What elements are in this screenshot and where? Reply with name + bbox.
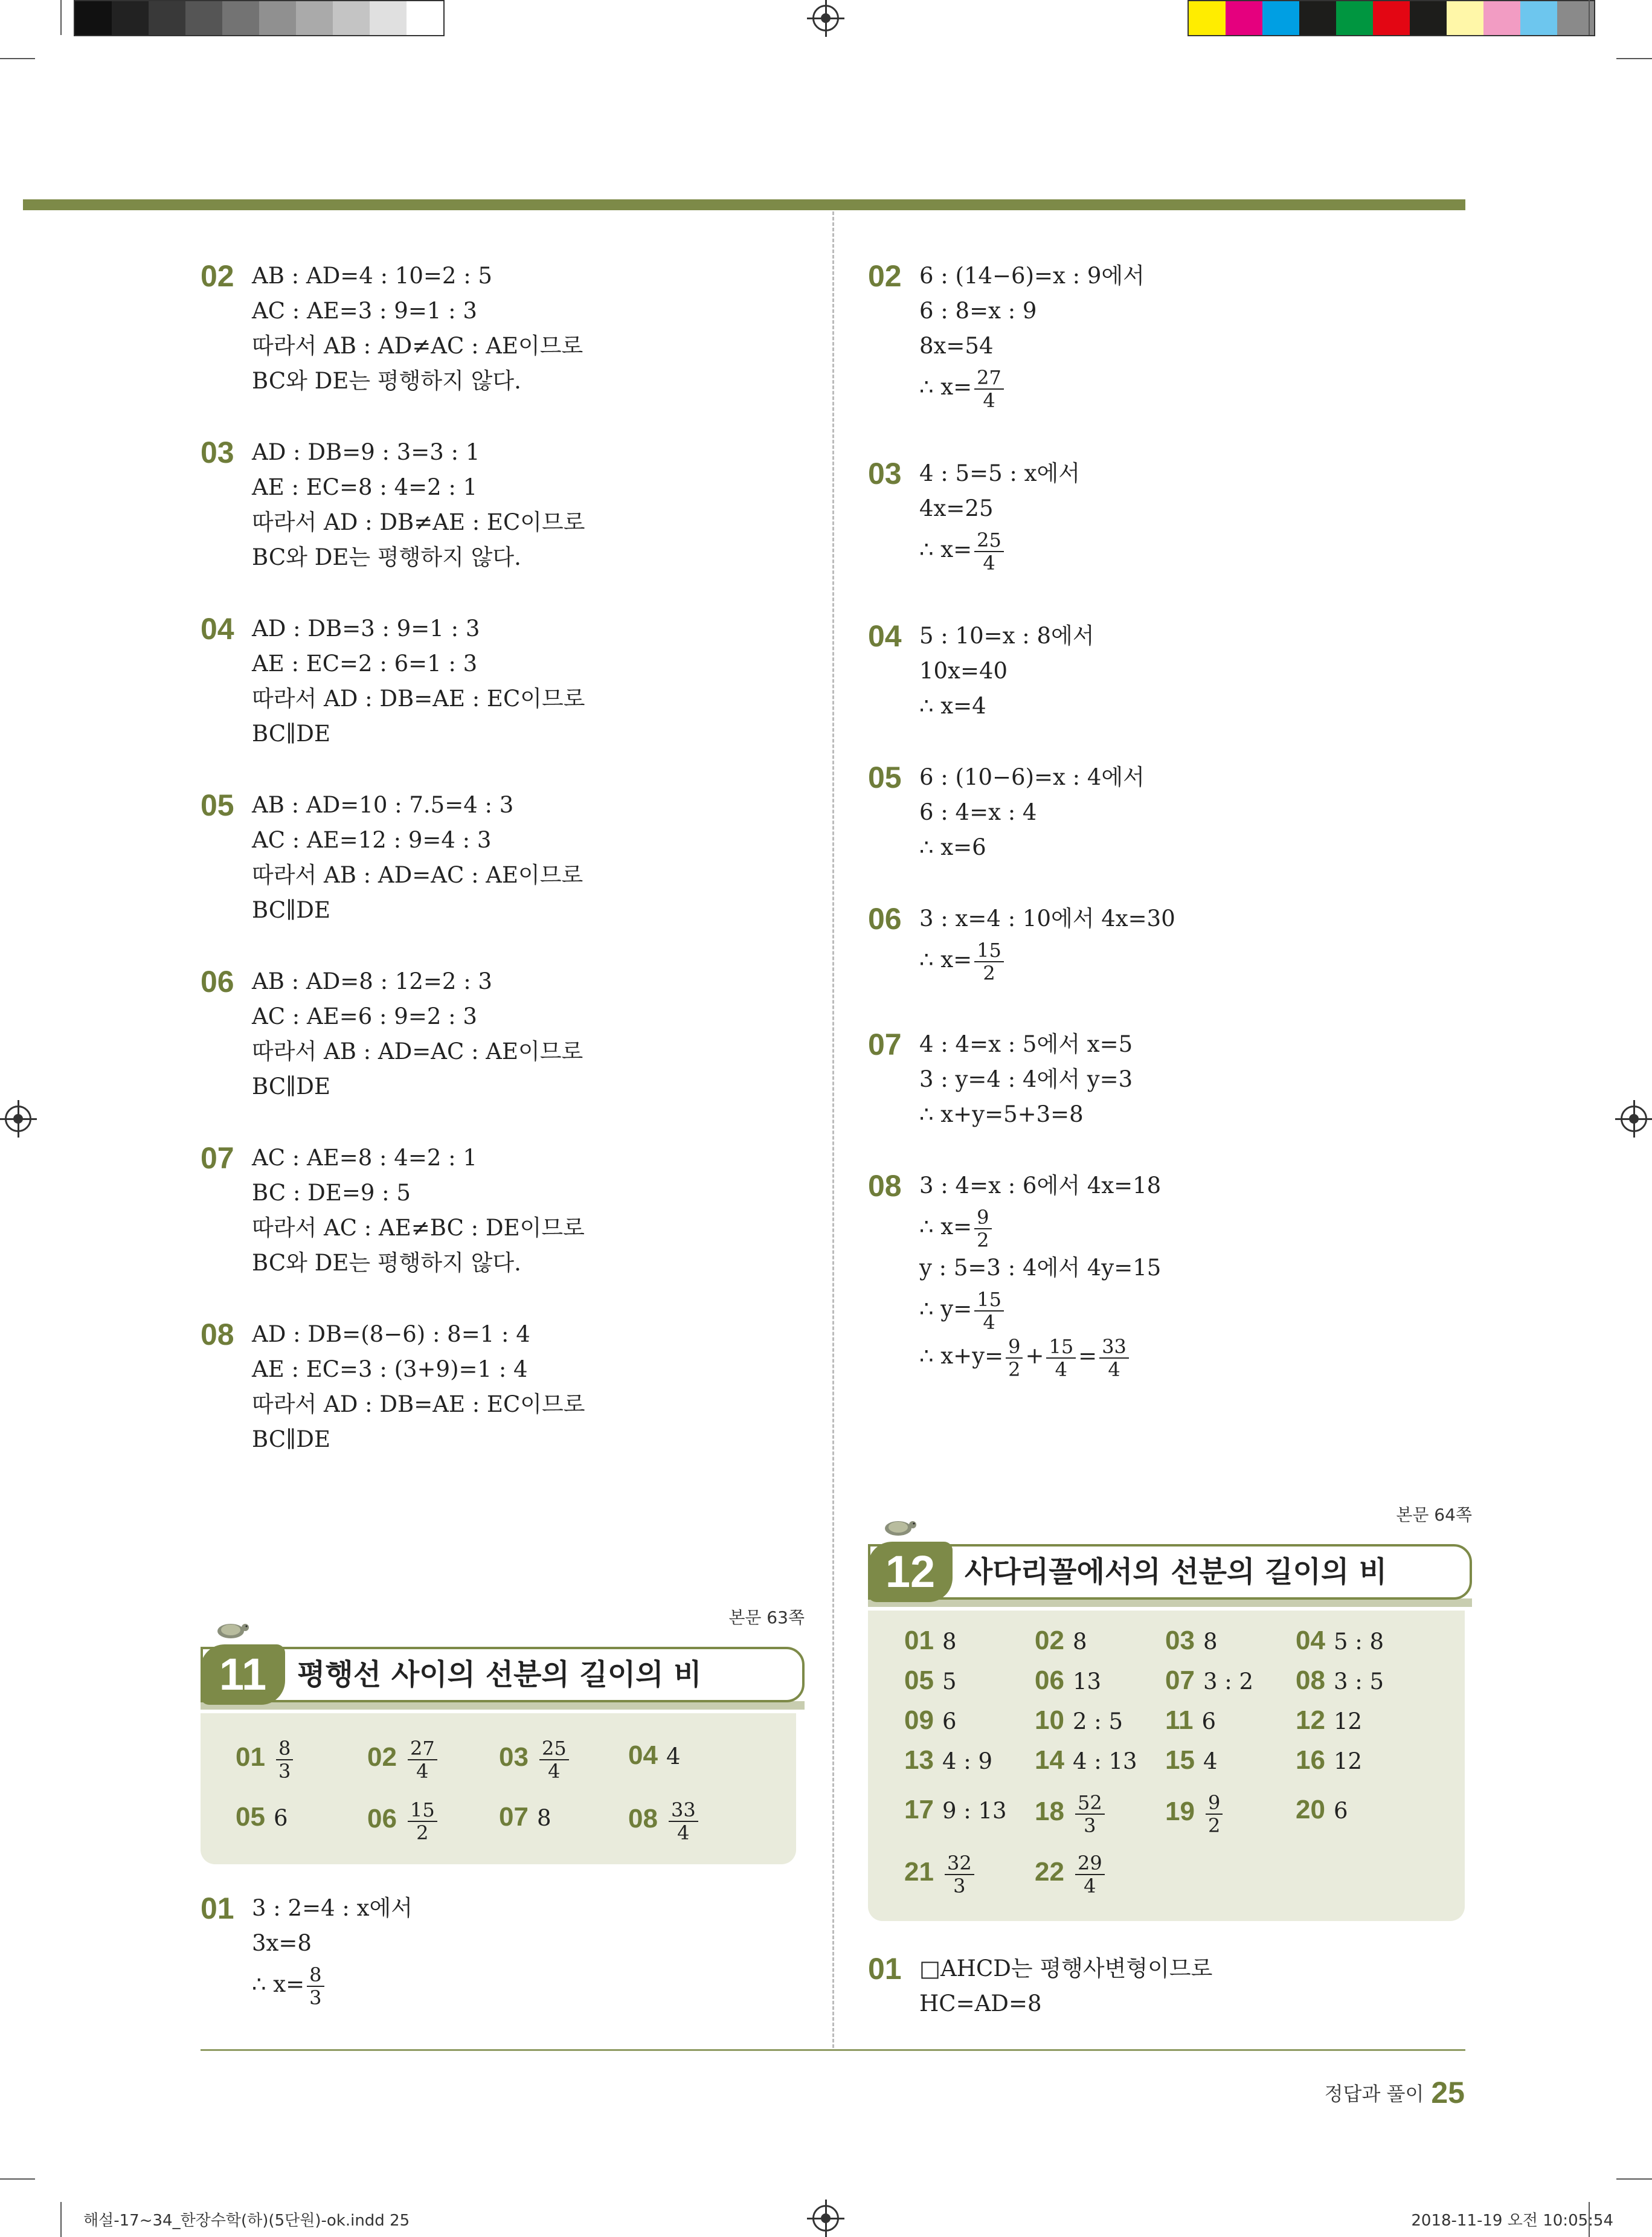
answer-item <box>1035 1702 1123 1740</box>
answer-value: 8 <box>536 1805 551 1831</box>
solution-line: BC와 DE는 평행하지 않다. <box>252 1250 521 1276</box>
answer-item <box>236 1799 288 1836</box>
solution-line: AC : AE=8 : 4=2 : 1 <box>252 1145 477 1171</box>
solution-line: AB : AD=10 : 7.5=4 : 3 <box>252 792 514 818</box>
problem-number: 08 <box>868 1169 902 1203</box>
section-number: 11 <box>201 1644 285 1705</box>
answer-number: 06 <box>1035 1666 1064 1695</box>
answer-number: 07 <box>499 1802 529 1832</box>
solution-line: AC : AE=3 : 9=1 : 3 <box>252 298 477 324</box>
solution-line: BC∥DE <box>252 1073 330 1099</box>
answer-value: 5 : 8 <box>1333 1629 1384 1655</box>
registration-mark-top <box>812 5 839 31</box>
answer-value: 4 : 13 <box>1072 1748 1137 1774</box>
answer-item <box>1035 1662 1101 1700</box>
answer-value: 6 <box>1333 1798 1348 1824</box>
problem-number: 01 <box>201 1891 234 1925</box>
answer-value: 3 : 2 <box>1203 1669 1254 1695</box>
header-shadow <box>868 1598 1472 1607</box>
answer-item <box>1035 1792 1107 1836</box>
answer-value: 9 : 13 <box>942 1798 1007 1824</box>
solution-line: ∴ x= $\frac{9}{2}$ <box>919 1203 1161 1250</box>
solution-line: ∴ x+y= $\frac{9}{2}$ + $\frac{15}{4}$ = $\frac{33}{4}$ <box>919 1333 1161 1380</box>
grayscale-bar <box>74 0 445 36</box>
answer-number: 16 <box>1296 1745 1325 1775</box>
answer-item <box>904 1852 977 1897</box>
solution-line: 3 : 4=x : 6에서 4x=18 <box>919 1173 1162 1199</box>
problem-number: 05 <box>868 761 902 794</box>
problem-number: 02 <box>201 259 234 293</box>
solution-line: 따라서 AD : DB=AE : EC이므로 <box>252 1391 585 1417</box>
answer-item <box>904 1792 1007 1829</box>
solution-line: AD : DB=9 : 3=3 : 1 <box>252 439 480 465</box>
crop-mark <box>60 0 62 35</box>
answer-fraction: $\frac{9}{2}$ <box>1206 1792 1223 1836</box>
answer-value: 8 <box>942 1629 957 1655</box>
section-number: 12 <box>868 1542 953 1602</box>
solution-line: 6 : (10−6)=x : 4에서 <box>919 764 1145 790</box>
answer-number: 02 <box>1035 1626 1064 1655</box>
answer-number: 04 <box>628 1740 658 1770</box>
problem-number: 07 <box>868 1028 902 1061</box>
answer-value: 2 : 5 <box>1072 1708 1123 1734</box>
answer-number: 13 <box>904 1745 934 1775</box>
solution-line: ∴ x+y=5+3=8 <box>919 1101 1084 1127</box>
color-bar <box>1188 0 1595 36</box>
answer-item <box>1035 1742 1137 1780</box>
solution-line: 6 : 8=x : 9 <box>919 298 1037 324</box>
answer-fraction: $\frac{52}{3}$ <box>1075 1792 1105 1836</box>
answer-number: 14 <box>1035 1745 1064 1775</box>
answer-item <box>904 1662 957 1700</box>
problem-number: 08 <box>201 1318 234 1351</box>
solution-line: 따라서 AD : DB=AE : EC이므로 <box>252 686 585 712</box>
answer-number: 03 <box>1165 1626 1195 1655</box>
answer-number: 09 <box>904 1705 934 1735</box>
answer-item <box>1165 1623 1218 1660</box>
section-title: 평행선 사이의 선분의 길이의 비 <box>297 1658 702 1691</box>
answer-value: 8 <box>1072 1629 1087 1655</box>
section-title: 사다리꼴에서의 선분의 길이의 비 <box>965 1555 1387 1589</box>
answer-item <box>904 1702 957 1740</box>
answer-value: 6 <box>942 1708 957 1734</box>
answer-value: 8 <box>1203 1629 1218 1655</box>
print-date: 2018-11-19 오전 10:05:54 <box>1411 2212 1613 2230</box>
registration-mark-right <box>1621 1106 1647 1132</box>
solution-line: ∴ x= $\frac{27}{4}$ <box>919 364 1145 411</box>
answer-item <box>1296 1623 1384 1660</box>
problem-number: 05 <box>201 788 234 822</box>
answer-value: 12 <box>1333 1748 1363 1774</box>
solution-line: 8x=54 <box>919 333 994 359</box>
answer-item <box>1165 1702 1216 1740</box>
footer-rule <box>201 2049 1465 2051</box>
solution-line: 4x=25 <box>919 495 994 521</box>
answer-item <box>1296 1702 1362 1740</box>
solution-line: BC∥DE <box>252 721 330 747</box>
solution-line: ∴ y= $\frac{15}{4}$ <box>919 1286 1161 1333</box>
solution-line: □AHCD는 평행사변형이므로 <box>919 1955 1213 1981</box>
solution-line: AE : EC=8 : 4=2 : 1 <box>252 474 478 500</box>
solution-line: ∴ x=6 <box>919 834 986 860</box>
turtle-icon <box>214 1617 250 1638</box>
crop-mark <box>0 58 35 59</box>
registration-mark-bottom <box>812 2205 839 2232</box>
answer-item <box>236 1737 295 1782</box>
answer-number: 05 <box>236 1802 265 1832</box>
answer-fraction: $\frac{25}{4}$ <box>539 1737 569 1782</box>
solution-line: 6 : (14−6)=x : 9에서 <box>919 263 1145 289</box>
answer-value: 5 <box>942 1669 957 1695</box>
answer-number: 11 <box>1165 1705 1194 1735</box>
problem-number: 02 <box>868 259 902 293</box>
answer-item <box>499 1799 551 1836</box>
answer-item <box>628 1799 701 1844</box>
solution-line: AC : AE=6 : 9=2 : 3 <box>252 1003 477 1029</box>
answer-item <box>1296 1742 1362 1780</box>
answer-value: 4 <box>666 1743 681 1769</box>
problem-number: 06 <box>201 965 234 999</box>
answer-item <box>1165 1662 1253 1700</box>
solution-line: 따라서 AD : DB≠AE : EC이므로 <box>252 509 585 535</box>
solution-line: ∴ x= $\frac{8}{3}$ <box>252 1961 413 2008</box>
answer-number: 20 <box>1296 1795 1325 1824</box>
answer-number: 19 <box>1165 1796 1195 1826</box>
answer-value: 3 : 5 <box>1333 1669 1384 1695</box>
solution-line: AE : EC=2 : 6=1 : 3 <box>252 651 478 677</box>
solution-line: HC=AD=8 <box>919 1991 1042 2017</box>
solution-line: 10x=40 <box>919 658 1008 684</box>
solution-line: 4 : 5=5 : x에서 <box>919 460 1080 486</box>
section-11-header <box>201 1608 805 1706</box>
column-divider <box>832 211 834 2048</box>
problem-number: 04 <box>201 612 234 646</box>
answer-number: 06 <box>367 1803 397 1833</box>
answer-value: 6 <box>273 1805 288 1831</box>
solution-line: ∴ x= $\frac{25}{4}$ <box>919 526 1080 573</box>
answer-number: 12 <box>1296 1705 1325 1735</box>
answer-item <box>1296 1662 1384 1700</box>
solution-line: AD : DB=(8−6) : 8=1 : 4 <box>252 1321 530 1347</box>
answer-number: 01 <box>236 1742 265 1772</box>
solution-line: 5 : 10=x : 8에서 <box>919 623 1094 649</box>
solution-line: 3x=8 <box>252 1930 312 1956</box>
solution-line: 3 : 2=4 : x에서 <box>252 1895 413 1921</box>
answer-number: 21 <box>904 1856 934 1887</box>
file-name: 해설-17~34_한장수학(하)(5단원)-ok.indd 25 <box>83 2212 410 2230</box>
page-number: 25 <box>1431 2076 1465 2110</box>
answer-item <box>1035 1852 1107 1897</box>
solution-line: 따라서 AB : AD=AC : AE이므로 <box>252 1038 583 1064</box>
solution-line: ∴ x= $\frac{15}{2}$ <box>919 936 1175 983</box>
solution-line: AE : EC=3 : (3+9)=1 : 4 <box>252 1356 528 1382</box>
solution-line: AB : AD=4 : 10=2 : 5 <box>252 263 492 289</box>
turtle-icon <box>881 1514 918 1536</box>
crop-mark <box>0 2178 35 2180</box>
header-rule <box>23 199 1465 210</box>
answer-value: 6 <box>1201 1708 1217 1734</box>
answer-value: 4 : 9 <box>942 1748 993 1774</box>
solution-line: AD : DB=3 : 9=1 : 3 <box>252 616 480 642</box>
solution-line: 3 : y=4 : 4에서 y=3 <box>919 1066 1133 1092</box>
solution-line: BC와 DE는 평행하지 않다. <box>252 544 521 570</box>
answer-number: 02 <box>367 1742 397 1772</box>
answer-value: 13 <box>1072 1669 1102 1695</box>
answer-number: 05 <box>904 1666 934 1695</box>
answer-fraction: $\frac{29}{4}$ <box>1075 1852 1105 1897</box>
page-reference: 본문 64쪽 <box>1396 1505 1472 1525</box>
solution-line: 따라서 AB : AD=AC : AE이므로 <box>252 862 583 888</box>
answer-number: 17 <box>904 1795 934 1824</box>
section-11-answer-box <box>201 1713 796 1864</box>
answer-value: 4 <box>1203 1748 1218 1774</box>
solution-line: ∴ x=4 <box>919 693 986 719</box>
solution-line: BC와 DE는 평행하지 않다. <box>252 368 521 394</box>
solution-line: AB : AD=8 : 12=2 : 3 <box>252 968 492 994</box>
solution-line: 따라서 AB : AD≠AC : AE이므로 <box>252 333 583 359</box>
answer-number: 01 <box>904 1626 934 1655</box>
header-shadow <box>201 1701 805 1710</box>
answer-number: 18 <box>1035 1796 1064 1826</box>
answer-value: 12 <box>1333 1708 1363 1734</box>
answer-number: 08 <box>1296 1666 1325 1695</box>
answer-item <box>367 1737 440 1782</box>
answer-number: 07 <box>1165 1666 1195 1695</box>
solution-line: BC∥DE <box>252 1426 330 1452</box>
answer-item <box>1165 1792 1225 1836</box>
problem-number: 01 <box>868 1952 902 1986</box>
crop-mark <box>1616 2178 1652 2180</box>
crop-mark <box>1616 58 1652 59</box>
answer-number: 08 <box>628 1803 658 1833</box>
solution-line: BC : DE=9 : 5 <box>252 1180 411 1206</box>
solution-line: 6 : 4=x : 4 <box>919 799 1037 825</box>
solution-line: 따라서 AC : AE≠BC : DE이므로 <box>252 1215 585 1241</box>
answer-item <box>367 1799 440 1844</box>
registration-mark-left <box>5 1106 31 1132</box>
answer-item <box>499 1737 571 1782</box>
crop-mark <box>1589 0 1590 35</box>
answer-item <box>1296 1792 1348 1829</box>
solution-line: AC : AE=12 : 9=4 : 3 <box>252 827 492 853</box>
answer-number: 22 <box>1035 1856 1064 1887</box>
answer-fraction: $\frac{15}{2}$ <box>408 1799 437 1844</box>
answer-fraction: $\frac{32}{3}$ <box>945 1852 974 1897</box>
answer-fraction: $\frac{33}{4}$ <box>669 1799 698 1844</box>
answer-item <box>1035 1623 1087 1660</box>
page-label: 정답과 풀이 25 <box>1324 2076 1465 2110</box>
solution-line: y : 5=3 : 4에서 4y=15 <box>919 1255 1162 1281</box>
answer-number: 10 <box>1035 1705 1064 1735</box>
problem-number: 07 <box>201 1141 234 1175</box>
answer-item <box>904 1623 957 1660</box>
crop-mark <box>60 2202 62 2237</box>
page-reference: 본문 63쪽 <box>728 1608 805 1627</box>
answer-fraction: $\frac{8}{3}$ <box>276 1737 293 1782</box>
answer-fraction: $\frac{27}{4}$ <box>408 1737 437 1782</box>
answer-number: 03 <box>499 1742 529 1772</box>
answer-item <box>904 1742 992 1780</box>
answer-item <box>628 1737 681 1775</box>
answer-item <box>1165 1742 1218 1780</box>
answer-number: 15 <box>1165 1745 1195 1775</box>
solution-line: 3 : x=4 : 10에서 4x=30 <box>919 906 1175 932</box>
problem-number: 04 <box>868 619 902 653</box>
section-12-header <box>868 1505 1472 1603</box>
problem-number: 06 <box>868 902 902 936</box>
solution-line: BC∥DE <box>252 897 330 923</box>
answer-number: 04 <box>1296 1626 1325 1655</box>
problem-number: 03 <box>201 436 234 469</box>
problem-number: 03 <box>868 457 902 491</box>
solution-line: 4 : 4=x : 5에서 x=5 <box>919 1031 1133 1057</box>
section-12-answer-box <box>868 1611 1465 1921</box>
